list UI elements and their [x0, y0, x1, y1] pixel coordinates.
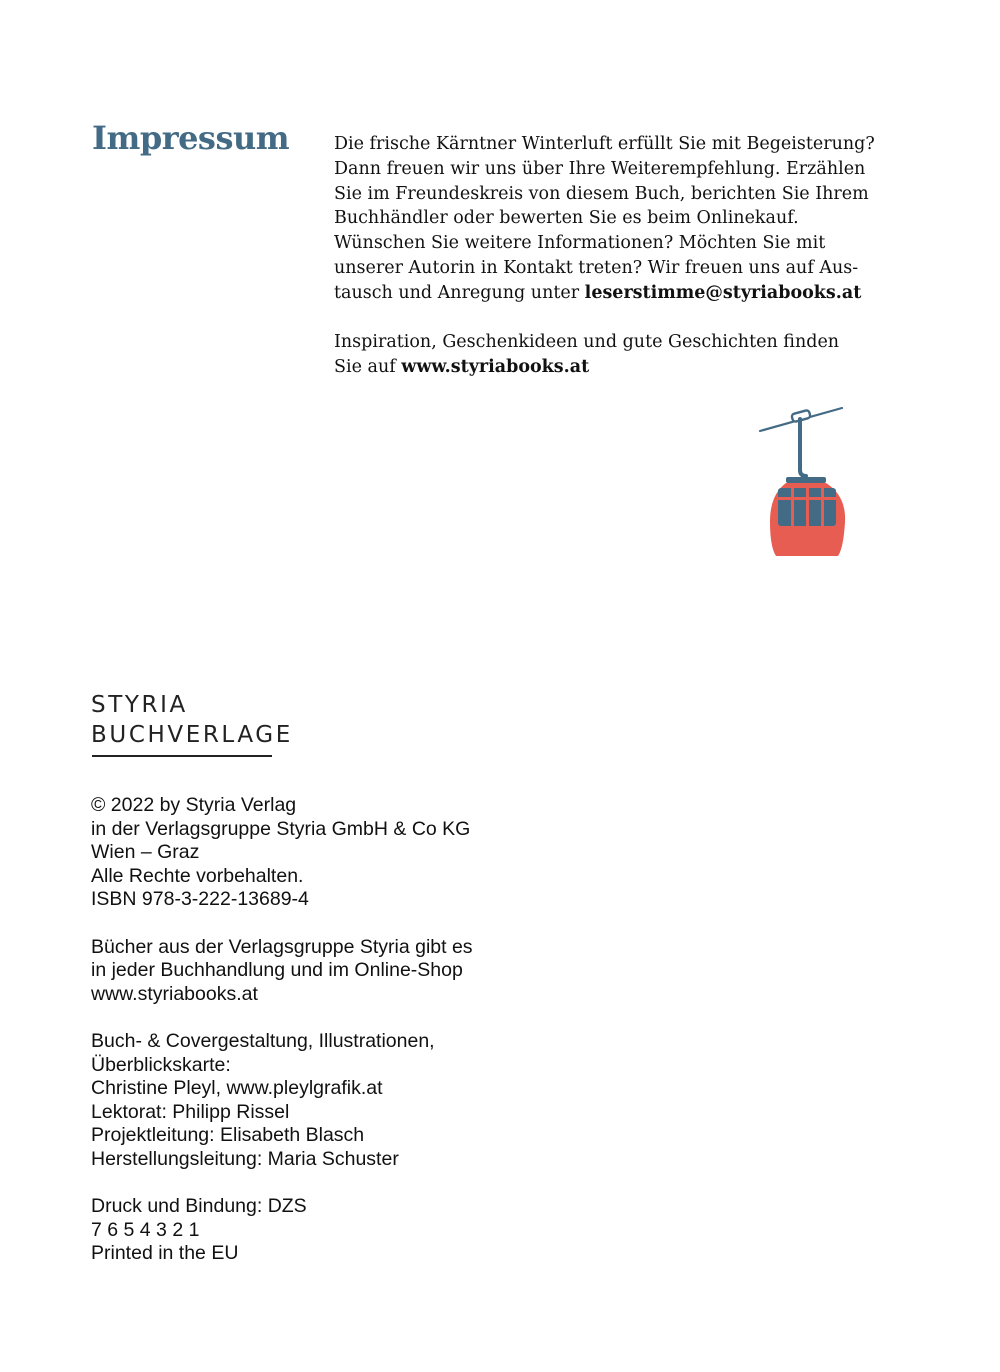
intro-paragraph-1: [334, 132, 875, 306]
intro-line: Buchhändler oder bewerten Sie es beim Onlinekauf.: [334, 208, 799, 229]
website-link[interactable]: www.styriabooks.at: [401, 357, 590, 378]
intro-line-last: [334, 355, 864, 380]
imprint-line: Lektorat: Philipp Rissel: [91, 1100, 290, 1123]
imprint-line: Bücher aus der Verlagsgruppe Styria gibt es: [91, 935, 473, 958]
imprint-line: Projektleitung: Elisabeth Blasch: [91, 1124, 365, 1147]
intro-text-fragment: Sie auf: [334, 357, 402, 378]
feedback-email[interactable]: leserstimme@styriabooks.at: [584, 282, 862, 303]
intro-line: Inspiration, Geschenkideen und gute Geschichten finden: [334, 332, 840, 353]
imprint-line: Alle Rechte vorbehalten.: [91, 864, 304, 887]
intro-line: Die frische Kärntner Winterluft erfüllt Sie mit Begeisterung?: [334, 134, 875, 154]
imprint-line: Buch- & Covergestaltung, Illustrationen,: [91, 1029, 435, 1052]
imprint-line: Druck und Bindung: DZS: [91, 1195, 307, 1218]
printing-block: [91, 1195, 611, 1266]
imprint-line: in jeder Buchhandlung und im Online-Shop: [91, 959, 463, 982]
isbn: ISBN 978-3-222-13689-4: [91, 888, 309, 911]
logo-underline: [92, 755, 272, 757]
intro-text-fragment: tausch und Anregung unter: [334, 282, 585, 303]
publisher-logo: [91, 690, 293, 750]
imprint-line: Wien – Graz: [91, 841, 200, 864]
intro-line: unserer Autorin in Kontakt treten? Wir freuen uns auf Aus-: [334, 257, 859, 278]
intro-line: Dann freuen wir uns über Ihre Weiterempfehlung. Erzählen: [334, 158, 866, 179]
intro-line: Sie im Freundeskreis von diesem Buch, berichten Sie Ihrem: [334, 183, 869, 204]
logo-line-2: BUCHVERLAGE: [91, 722, 293, 748]
imprint-line: Christine Pleyl, www.pleylgrafik.at: [91, 1077, 383, 1100]
intro-text: [334, 132, 875, 380]
cable-car-gondola-icon: [756, 404, 848, 560]
credits-block: [91, 1030, 611, 1172]
logo-line-1: STYRIA: [91, 692, 188, 718]
imprint-line: © 2022 by Styria Verlag: [91, 794, 297, 816]
imprint-line: in der Verlagsgruppe Styria GmbH & Co KG: [91, 817, 471, 840]
intro-line-last: [334, 281, 864, 306]
imprint-details: [91, 794, 611, 1266]
copyright-block: [91, 794, 611, 912]
intro-paragraph-2: [334, 330, 864, 380]
imprint-line: Überblickskarte:: [91, 1053, 231, 1076]
shop-url: www.styriabooks.at: [91, 982, 258, 1005]
imprint-line: Herstellungsleitung: Maria Schuster: [91, 1147, 399, 1170]
print-run-numbers: 7 6 5 4 3 2 1: [91, 1218, 200, 1241]
imprint-line: Printed in the EU: [91, 1242, 239, 1265]
intro-line: Wünschen Sie weitere Informationen? Möchten Sie mit: [334, 233, 826, 254]
page-title: Impressum: [92, 119, 290, 157]
availability-block: [91, 936, 611, 1007]
